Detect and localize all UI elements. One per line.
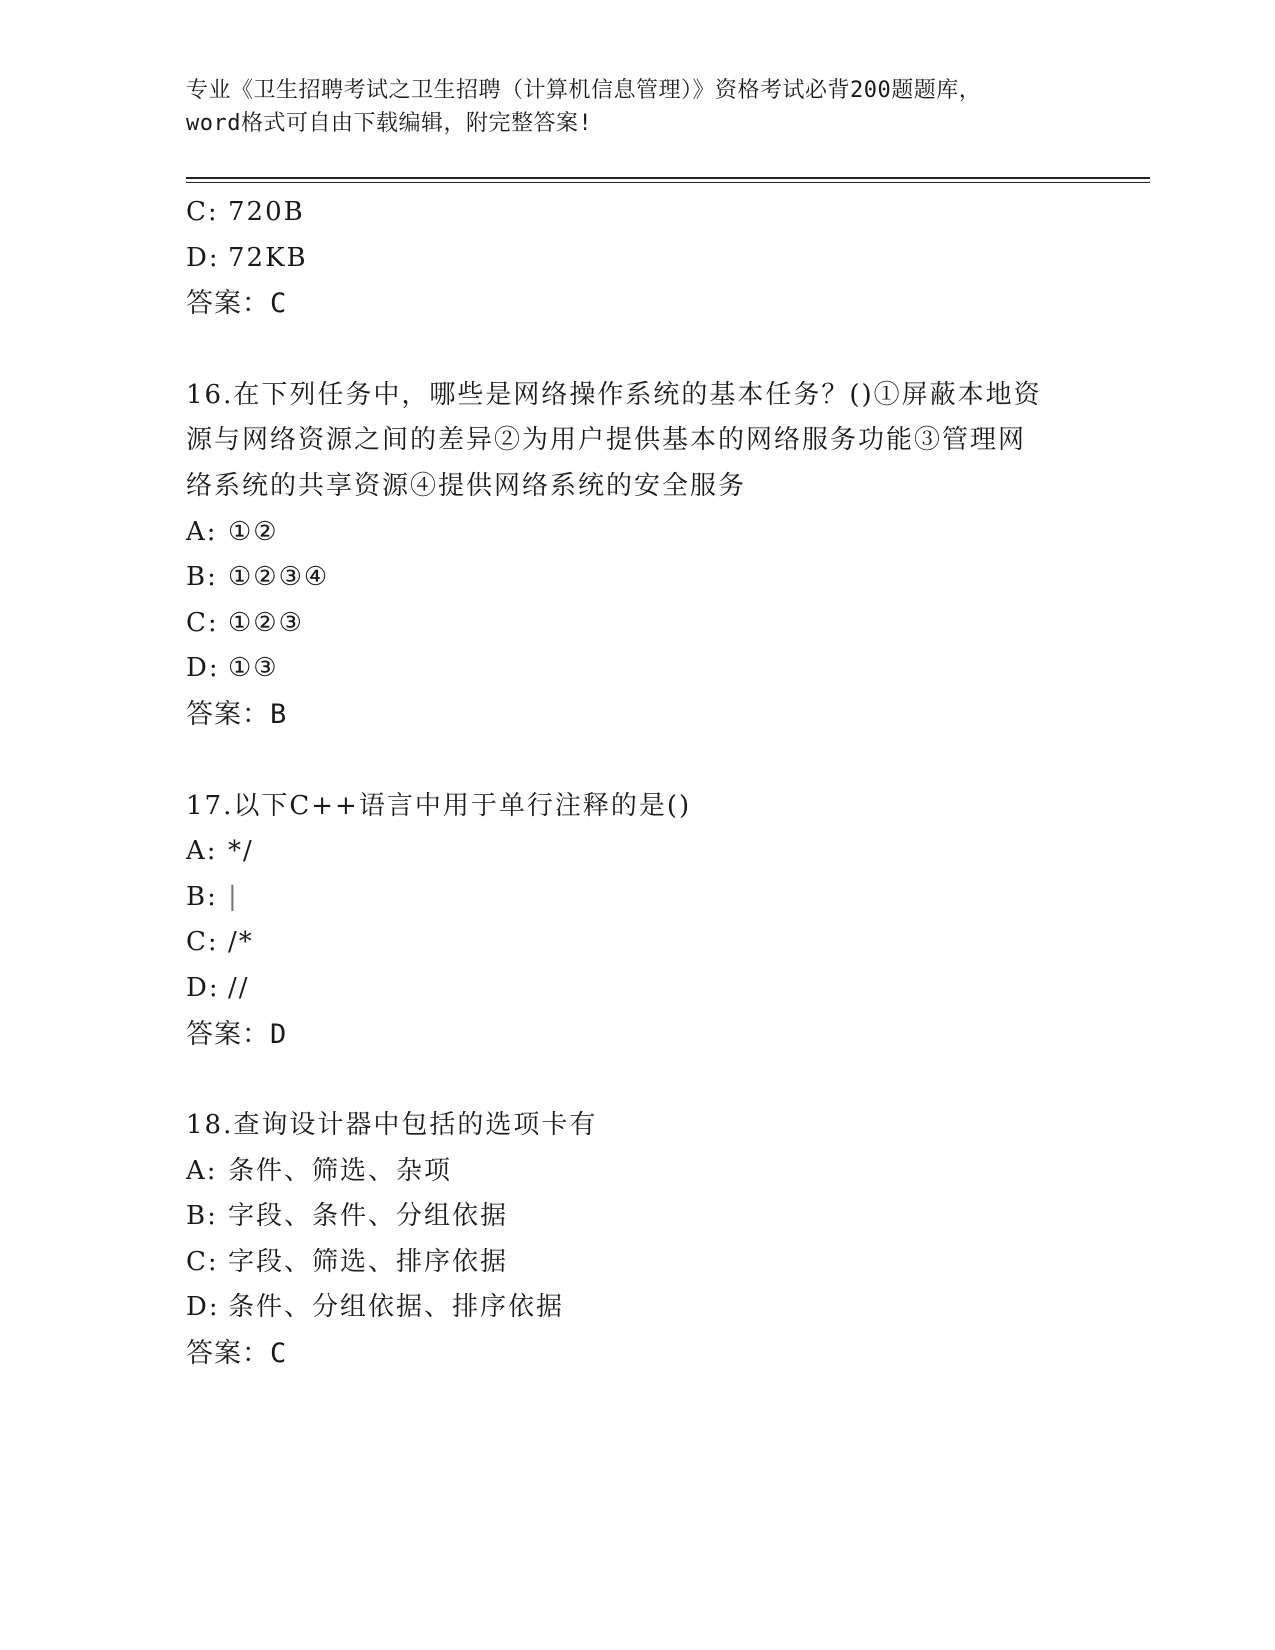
option-text: 720B: [228, 197, 305, 227]
question-18: [186, 1103, 1086, 1377]
option-c: [186, 190, 1086, 236]
option-b: [186, 555, 1086, 601]
option-key: B:: [186, 1201, 218, 1232]
option-text: ①②: [228, 516, 279, 547]
option-key: A:: [186, 836, 218, 867]
option-key: A:: [186, 1155, 218, 1186]
prev-question-tail: [186, 190, 1086, 327]
option-key: C:: [186, 607, 219, 638]
option-c: [186, 920, 1086, 966]
option-key: D:: [186, 653, 220, 684]
option-key: D:: [186, 1292, 220, 1323]
question-16: [186, 373, 1086, 738]
option-key: B:: [186, 881, 218, 912]
option-b: [186, 1194, 1086, 1240]
option-d: [186, 236, 1086, 282]
option-d: [186, 1285, 1086, 1331]
option-text: 字段、筛选、排序依据: [228, 1246, 509, 1277]
option-d: [186, 646, 1086, 692]
answer-line: 答案：D: [186, 1018, 288, 1050]
option-key: B:: [186, 562, 218, 593]
option-c: [186, 1240, 1086, 1286]
header-title-line-2: word格式可自由下载编辑，附完整答案!: [186, 111, 593, 136]
option-text: 条件、分组依据、排序依据: [228, 1292, 565, 1323]
option-text: ①②③④: [228, 562, 330, 593]
option-text: 72KB: [228, 242, 308, 273]
option-a: [186, 1149, 1086, 1195]
question-stem: 源与网络资源之间的差异②为用户提供基本的网络服务功能③管理网: [186, 425, 1027, 456]
option-text: 条件、筛选、杂项: [228, 1155, 453, 1186]
option-text: ①③: [228, 653, 279, 684]
option-key: C:: [186, 197, 219, 227]
option-key: C:: [186, 927, 219, 958]
answer-line: 答案：B: [186, 698, 288, 730]
option-a: [186, 829, 1086, 875]
question-list: [186, 190, 1086, 1377]
header-divider-thick: [186, 177, 1150, 179]
option-key: D:: [186, 242, 220, 273]
option-d: [186, 966, 1086, 1012]
header-title-line-1: 专业《卫生招聘考试之卫生招聘（计算机信息管理）》资格考试必背200题题库，: [186, 78, 982, 103]
question-stem: 16.在下列任务中，哪些是网络操作系统的基本任务？()①屏蔽本地资: [186, 379, 1042, 410]
option-text: //: [228, 972, 250, 1003]
header-divider-thin: [186, 182, 1150, 183]
option-text: */: [228, 836, 254, 867]
option-text: ①②③: [228, 607, 304, 638]
document-header: [186, 74, 1086, 140]
option-b: [186, 875, 1086, 921]
option-a: [186, 510, 1086, 556]
option-key: D:: [186, 972, 220, 1003]
answer-line: 答案：C: [186, 288, 288, 320]
option-c: [186, 601, 1086, 647]
option-text: |: [228, 881, 239, 912]
option-key: A:: [186, 516, 218, 547]
option-text: 字段、条件、分组依据: [228, 1201, 509, 1232]
question-stem: 络系统的共享资源④提供网络系统的安全服务: [186, 470, 747, 501]
option-key: C:: [186, 1246, 219, 1277]
question-stem: 18.查询设计器中包括的选项卡有: [186, 1110, 598, 1141]
question-17: [186, 784, 1086, 1058]
answer-line: 答案：C: [186, 1338, 288, 1370]
option-text: /*: [228, 927, 254, 958]
question-stem: 17.以下C++语言中用于单行注释的是(): [186, 790, 692, 821]
